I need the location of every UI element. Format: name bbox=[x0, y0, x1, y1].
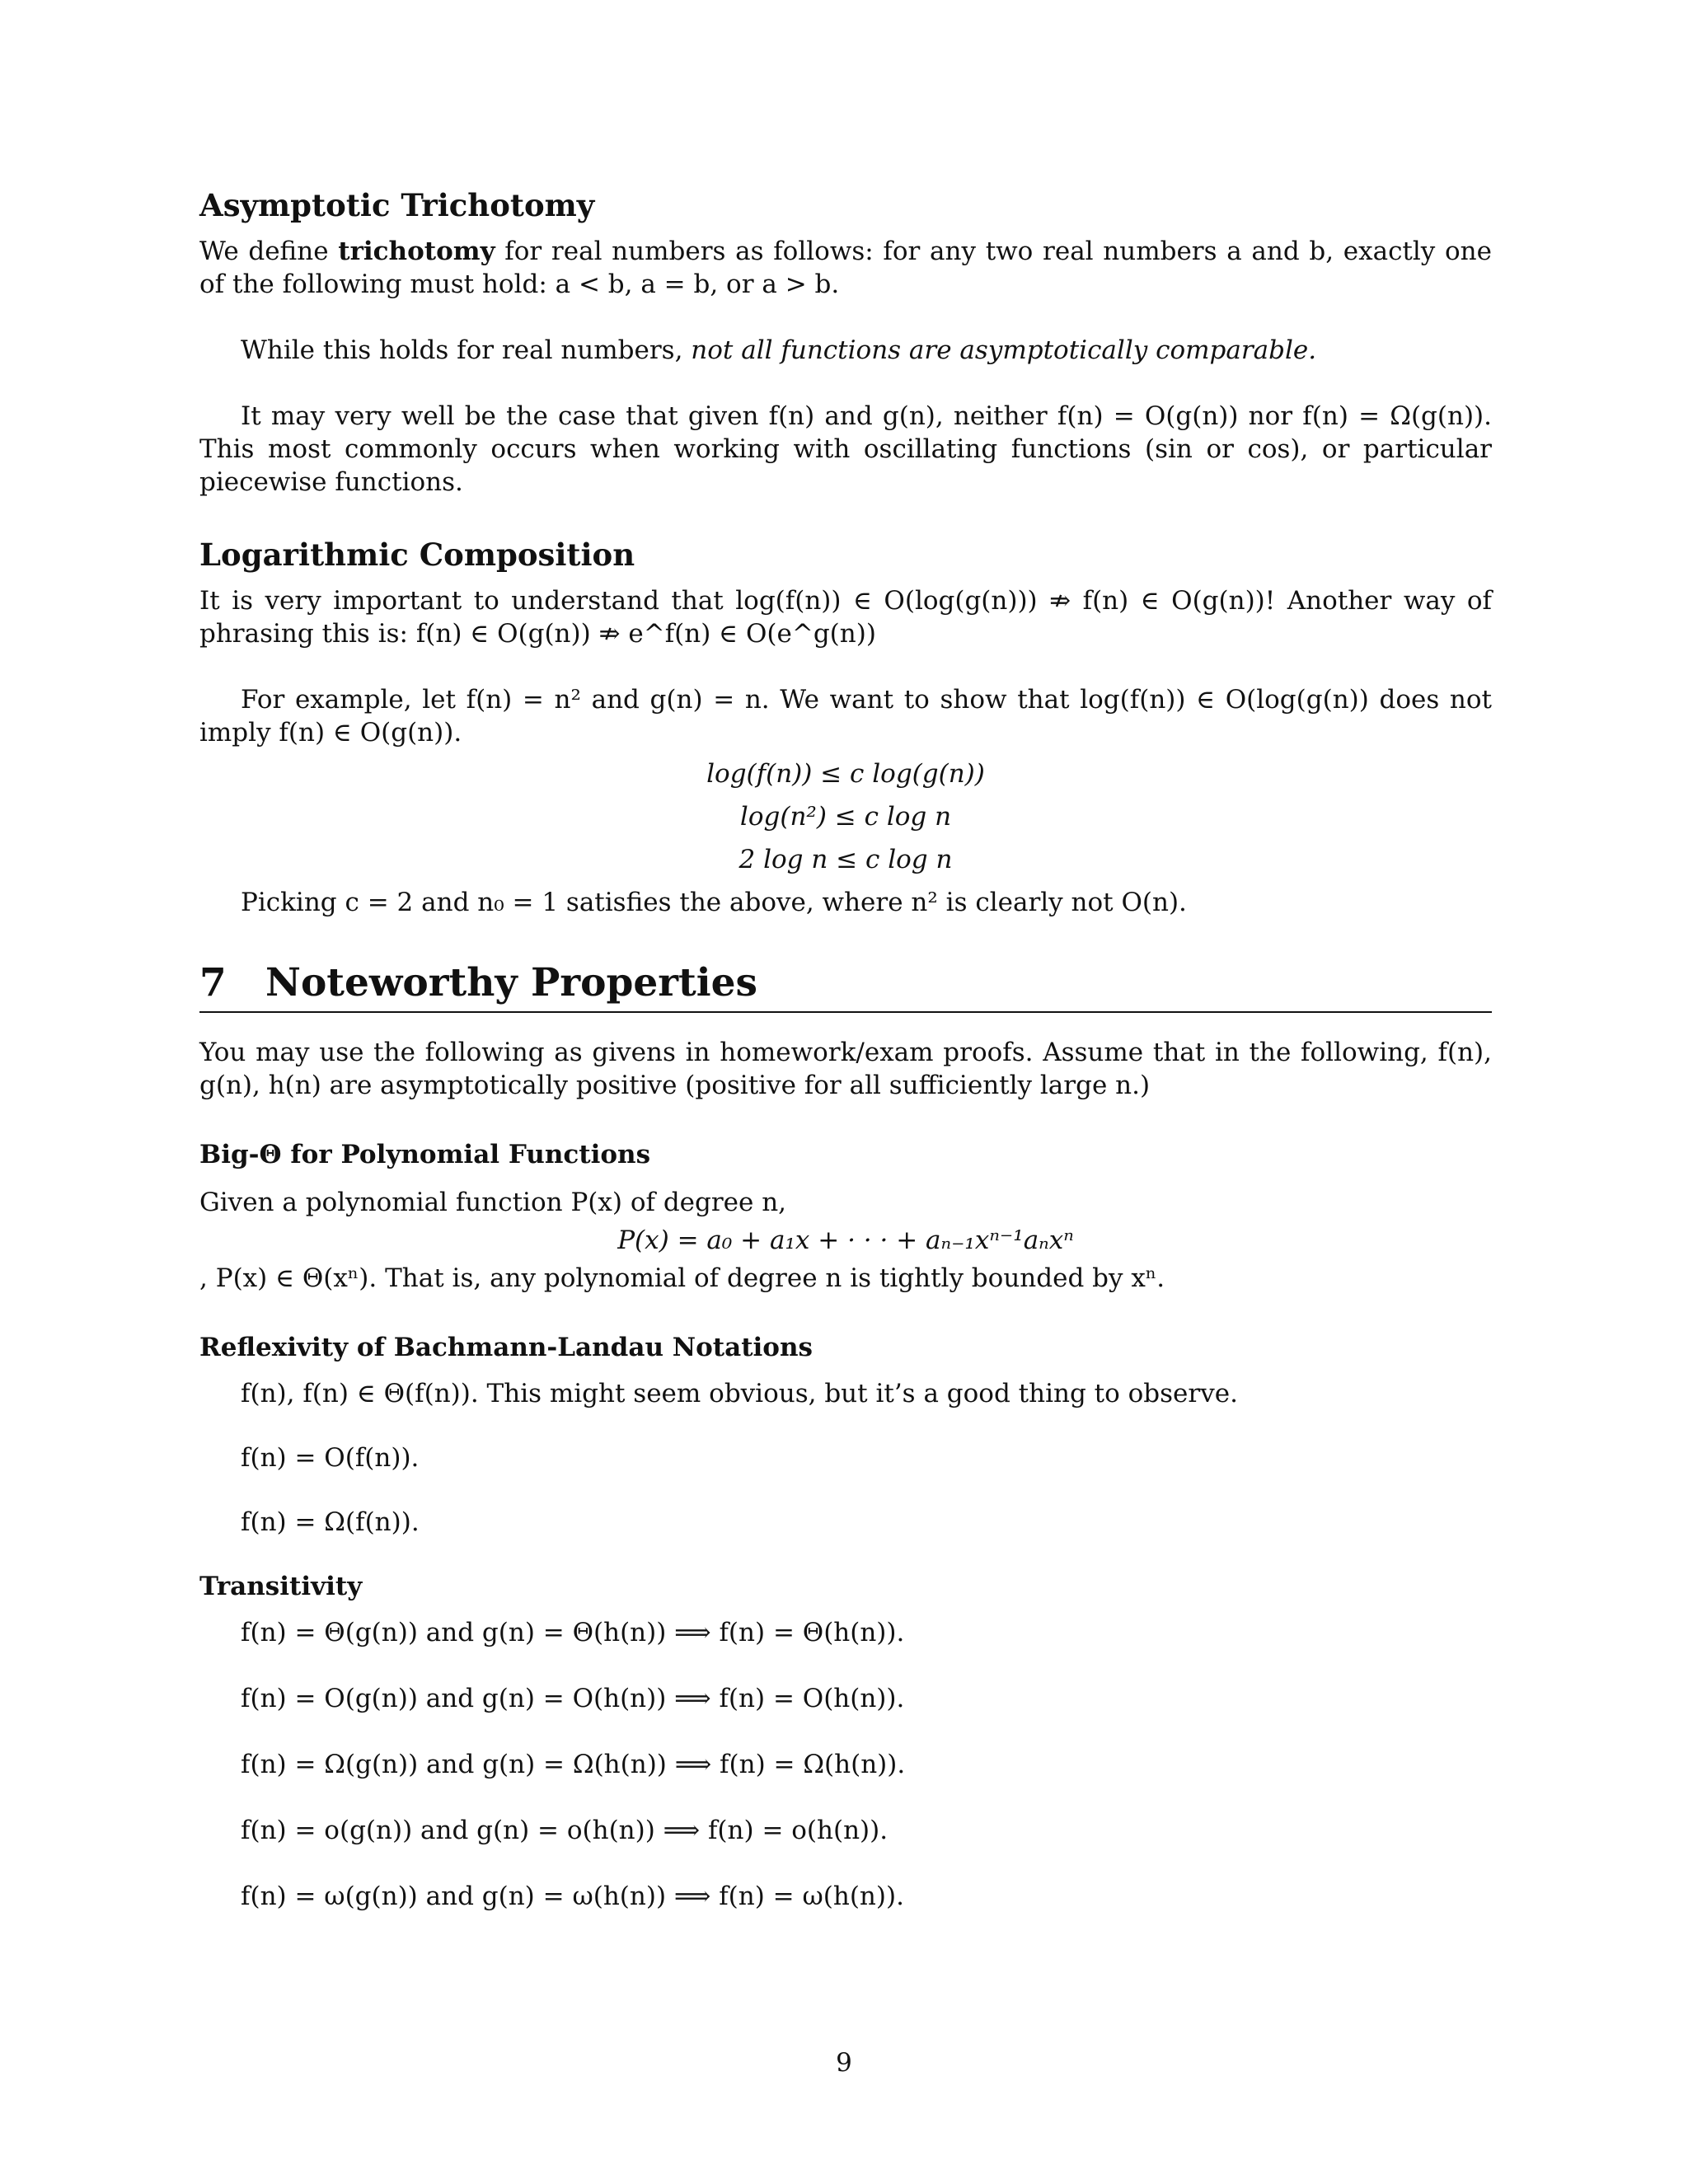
reflexivity-item: f(n), f(n) ∈ Θ(f(n)). This might seem obvious, but it’s a good thing to observe. bbox=[241, 1379, 1238, 1408]
equation-line: log(n²) ≤ c log n bbox=[739, 802, 952, 832]
transitivity-item: f(n) = o(g(n)) and g(n) = o(h(n)) ⟹ f(n) = o(h(n)). bbox=[241, 1816, 889, 1845]
equation-line: log(f(n)) ≤ c log(g(n)) bbox=[706, 759, 985, 789]
transitivity-item: f(n) = Θ(g(n)) and g(n) = Θ(h(n)) ⟹ f(n) = Θ(h(n)). bbox=[241, 1618, 905, 1647]
polynomial-conclusion: , P(x) ∈ Θ(xⁿ). That is, any polynomial of degree n is tightly bounded by xⁿ. bbox=[199, 1263, 1165, 1293]
page-content bbox=[199, 185, 1492, 1913]
section-heading-7 bbox=[199, 960, 1492, 1013]
page-number: 9 bbox=[836, 2048, 852, 2078]
equation-block bbox=[199, 752, 1492, 881]
section-7-intro: You may use the following as givens in homework/exam proofs. Assume that in the following, f(n), g(n), h(n) are asymptotically positive (positive for all sufficiently large n.) bbox=[199, 1038, 1492, 1100]
heading-transitivity: Transitivity bbox=[199, 1572, 363, 1601]
heading-big-theta-polynomial: Big-Θ for Polynomial Functions bbox=[199, 1140, 651, 1169]
trichotomy-note: While this holds for real numbers, not all functions are asymptotically comparable. bbox=[241, 335, 1317, 365]
log-composition-conclusion: Picking c = 2 and n₀ = 1 satisfies the above, where n² is clearly not O(n). bbox=[241, 888, 1187, 917]
transitivity-item: f(n) = O(g(n)) and g(n) = O(h(n)) ⟹ f(n) = O(h(n)). bbox=[241, 1684, 905, 1713]
trichotomy-oscillation-note: It may very well be the case that given f(n) and g(n), neither f(n) = O(g(n)) nor f(n) = Ω(g(n)). This most commonly occurs when working with oscillating functions (sin or cos), or particular piecewise functions. bbox=[199, 401, 1492, 497]
heading-reflexivity: Reflexivity of Bachmann-Landau Notations bbox=[199, 1333, 813, 1362]
reflexivity-item: f(n) = O(f(n)). bbox=[241, 1443, 420, 1473]
polynomial-intro: Given a polynomial function P(x) of degree n, bbox=[199, 1188, 787, 1217]
log-composition-statement: It is very important to understand that log(f(n)) ∈ O(log(g(n))) ⇏ f(n) ∈ O(g(n))! Another way of phrasing this is: f(n) ∈ O(g(n)) ⇏ e^f(n) ∈ O(e^g(n)) bbox=[199, 586, 1492, 649]
transitivity-item: f(n) = Ω(g(n)) and g(n) = Ω(h(n)) ⟹ f(n) = Ω(h(n)). bbox=[241, 1750, 906, 1779]
reflexivity-item: f(n) = Ω(f(n)). bbox=[241, 1507, 420, 1537]
polynomial-equation: P(x) = a₀ + a₁x + · · · + aₙ₋₁xⁿ⁻¹aₙxⁿ bbox=[617, 1226, 1074, 1255]
equation-line: 2 log n ≤ c log n bbox=[738, 845, 953, 874]
trichotomy-definition: We define trichotomy for real numbers as follows: for any two real numbers a and b, exactly one of the following must hold: a < b, a = b, or a > b. bbox=[199, 237, 1492, 299]
transitivity-list bbox=[199, 1616, 1492, 1913]
reflexivity-list bbox=[199, 1377, 1492, 1539]
heading-logarithmic-composition: Logarithmic Composition bbox=[199, 537, 635, 573]
section-title: Noteworthy Properties bbox=[265, 960, 757, 1005]
term-trichotomy: trichotomy bbox=[338, 237, 495, 266]
log-composition-example: For example, let f(n) = n² and g(n) = n. We want to show that log(f(n)) ∈ O(log(g(n)) does not imply f(n) ∈ O(g(n)). bbox=[199, 685, 1492, 748]
heading-asymptotic-trichotomy: Asymptotic Trichotomy bbox=[199, 187, 595, 223]
transitivity-item: f(n) = ω(g(n)) and g(n) = ω(h(n)) ⟹ f(n) = ω(h(n)). bbox=[241, 1882, 904, 1911]
section-number: 7 bbox=[199, 960, 227, 1005]
